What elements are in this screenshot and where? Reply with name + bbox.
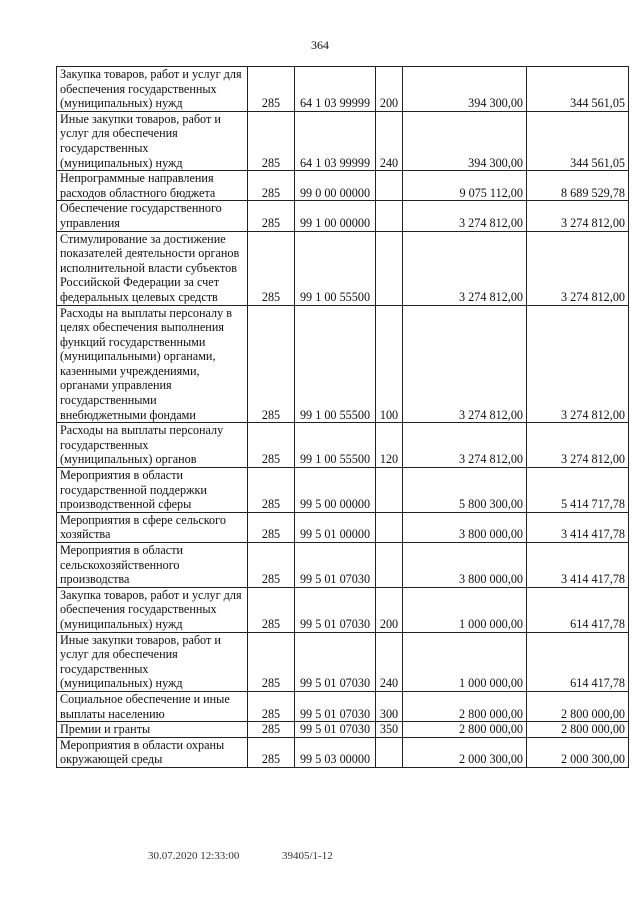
table-row (57, 111, 629, 170)
row-fact-cell: 344 561,05 (527, 111, 629, 170)
table-row (57, 722, 629, 738)
row-csr-cell: 99 5 01 00000 (295, 512, 376, 542)
table-row (57, 67, 629, 112)
row-vr-cell (376, 737, 403, 767)
budget-table (56, 66, 629, 768)
row-vr-cell (376, 231, 403, 305)
row-plan-cell: 5 800 300,00 (403, 468, 527, 513)
row-gr-cell: 285 (248, 231, 295, 305)
row-gr-cell: 285 (248, 67, 295, 112)
budget-table-body (57, 67, 629, 768)
row-plan-cell: 2 000 300,00 (403, 737, 527, 767)
table-row (57, 305, 629, 423)
row-vr-cell: 300 (376, 691, 403, 721)
row-vr-cell (376, 468, 403, 513)
row-csr-cell: 99 5 01 07030 (295, 722, 376, 738)
row-csr-cell: 99 1 00 55500 (295, 231, 376, 305)
row-plan-cell: 394 300,00 (403, 111, 527, 170)
row-fact-cell: 3 274 812,00 (527, 423, 629, 468)
table-row (57, 201, 629, 231)
row-plan-cell: 3 800 000,00 (403, 512, 527, 542)
footer-timestamp: 30.07.2020 12:33:00 (148, 850, 240, 862)
footer-doc-code: 39405/1-12 (282, 850, 333, 862)
row-name-cell: Закупка товаров, работ и услуг для обеспечения государственных (муниципальных) нужд (57, 67, 248, 112)
row-gr-cell: 285 (248, 587, 295, 632)
row-plan-cell: 3 274 812,00 (403, 423, 527, 468)
row-gr-cell: 285 (248, 512, 295, 542)
row-plan-cell: 1 000 000,00 (403, 632, 527, 691)
row-plan-cell: 3 274 812,00 (403, 231, 527, 305)
table-row (57, 587, 629, 632)
row-gr-cell: 285 (248, 737, 295, 767)
row-fact-cell: 2 000 300,00 (527, 737, 629, 767)
row-fact-cell: 3 274 812,00 (527, 231, 629, 305)
row-fact-cell: 3 274 812,00 (527, 305, 629, 423)
row-fact-cell: 2 800 000,00 (527, 691, 629, 721)
row-name-cell: Мероприятия в области государственной поддержки производственной сферы (57, 468, 248, 513)
row-gr-cell: 285 (248, 201, 295, 231)
page-number: 364 (311, 38, 329, 52)
table-row (57, 737, 629, 767)
row-name-cell: Мероприятия в области охраны окружающей среды (57, 737, 248, 767)
row-name-cell: Закупка товаров, работ и услуг для обеспечения государственных (муниципальных) нужд (57, 587, 248, 632)
row-vr-cell: 100 (376, 305, 403, 423)
row-fact-cell: 5 414 717,78 (527, 468, 629, 513)
row-name-cell: Социальное обеспечение и иные выплаты населению (57, 691, 248, 721)
row-csr-cell: 99 5 01 07030 (295, 543, 376, 588)
row-plan-cell: 1 000 000,00 (403, 587, 527, 632)
row-fact-cell: 3 274 812,00 (527, 201, 629, 231)
row-fact-cell: 614 417,78 (527, 632, 629, 691)
row-fact-cell: 3 414 417,78 (527, 512, 629, 542)
row-csr-cell: 64 1 03 99999 (295, 67, 376, 112)
row-plan-cell: 3 800 000,00 (403, 543, 527, 588)
row-vr-cell: 120 (376, 423, 403, 468)
row-csr-cell: 99 5 01 07030 (295, 632, 376, 691)
row-plan-cell: 394 300,00 (403, 67, 527, 112)
table-row (57, 632, 629, 691)
row-name-cell: Иные закупки товаров, работ и услуг для обеспечения государственных (муниципальных) нужд (57, 111, 248, 170)
row-name-cell: Иные закупки товаров, работ и услуг для обеспечения государственных (муниципальных) нужд (57, 632, 248, 691)
row-fact-cell: 3 414 417,78 (527, 543, 629, 588)
table-row (57, 423, 629, 468)
row-csr-cell: 99 1 00 00000 (295, 201, 376, 231)
row-gr-cell: 285 (248, 423, 295, 468)
row-vr-cell (376, 512, 403, 542)
row-name-cell: Премии и гранты (57, 722, 248, 738)
row-name-cell: Мероприятия в области сельскохозяйственного производства (57, 543, 248, 588)
table-row (57, 512, 629, 542)
row-vr-cell: 200 (376, 587, 403, 632)
row-vr-cell (376, 543, 403, 588)
table-row (57, 543, 629, 588)
row-vr-cell: 240 (376, 632, 403, 691)
row-name-cell: Расходы на выплаты персоналу государственных (муниципальных) органов (57, 423, 248, 468)
row-vr-cell: 350 (376, 722, 403, 738)
row-gr-cell: 285 (248, 171, 295, 201)
table-row (57, 468, 629, 513)
row-name-cell: Обеспечение государственного управления (57, 201, 248, 231)
row-name-cell: Мероприятия в сфере сельского хозяйства (57, 512, 248, 542)
row-csr-cell: 99 5 01 07030 (295, 587, 376, 632)
row-name-cell: Стимулирование за достижение показателей деятельности органов исполнительной власти субъектов Российской Федерации за счет федеральных целевых средств (57, 231, 248, 305)
row-gr-cell: 285 (248, 632, 295, 691)
row-vr-cell: 200 (376, 67, 403, 112)
row-gr-cell: 285 (248, 691, 295, 721)
row-gr-cell: 285 (248, 305, 295, 423)
row-csr-cell: 99 5 03 00000 (295, 737, 376, 767)
row-plan-cell: 2 800 000,00 (403, 722, 527, 738)
row-vr-cell (376, 201, 403, 231)
row-plan-cell: 2 800 000,00 (403, 691, 527, 721)
table-row (57, 171, 629, 201)
row-fact-cell: 2 800 000,00 (527, 722, 629, 738)
row-plan-cell: 3 274 812,00 (403, 305, 527, 423)
row-gr-cell: 285 (248, 468, 295, 513)
row-plan-cell: 3 274 812,00 (403, 201, 527, 231)
row-csr-cell: 99 1 00 55500 (295, 305, 376, 423)
row-csr-cell: 99 0 00 00000 (295, 171, 376, 201)
row-fact-cell: 8 689 529,78 (527, 171, 629, 201)
table-row (57, 231, 629, 305)
row-gr-cell: 285 (248, 111, 295, 170)
row-gr-cell: 285 (248, 543, 295, 588)
row-name-cell: Расходы на выплаты персоналу в целях обеспечения выполнения функций государственными (муниципальными) органами, казенными учреждениями, органами управления государственными внебюджетными фондами (57, 305, 248, 423)
row-csr-cell: 64 1 03 99999 (295, 111, 376, 170)
row-csr-cell: 99 1 00 55500 (295, 423, 376, 468)
row-gr-cell: 285 (248, 722, 295, 738)
row-plan-cell: 9 075 112,00 (403, 171, 527, 201)
row-csr-cell: 99 5 00 00000 (295, 468, 376, 513)
row-name-cell: Непрограммные направления расходов областного бюджета (57, 171, 248, 201)
row-vr-cell: 240 (376, 111, 403, 170)
row-vr-cell (376, 171, 403, 201)
row-csr-cell: 99 5 01 07030 (295, 691, 376, 721)
row-fact-cell: 344 561,05 (527, 67, 629, 112)
table-row (57, 691, 629, 721)
row-fact-cell: 614 417,78 (527, 587, 629, 632)
